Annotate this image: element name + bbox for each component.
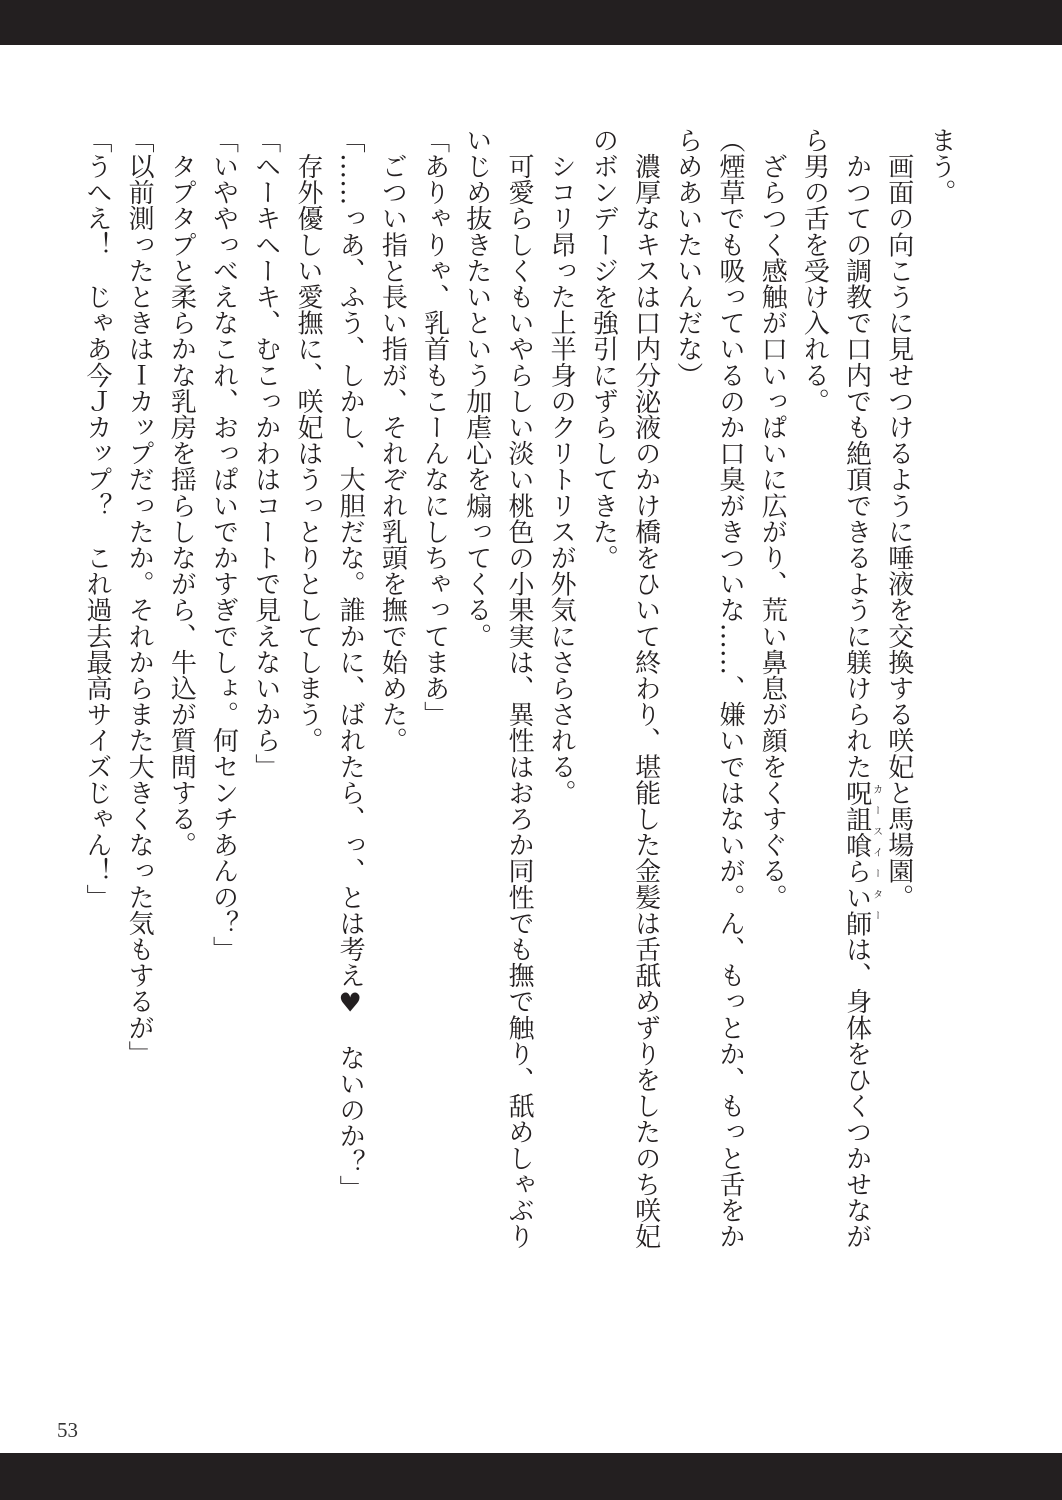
text-column: 濃厚なキスは口内分泌液のかけ橋をひいて終わり、堪能した金髪は舌舐めずりをしたのち咲妃 [630,127,661,1250]
text-column: ざらつく感触が口いっぱいに広がり、荒い鼻息が顔をくすぐる。 [757,127,788,910]
text-column: 可愛らしくもいやらしい淡い桃色の小果実は、異性はおろか同性でも撫で触り、舐めしゃぶり [503,127,534,1250]
page-number: 53 [57,1418,78,1442]
bottom-border-bar [0,1453,1062,1500]
text-column: いじめ抜きたいという加虐心を煽ってくる。 [461,127,492,649]
text-column: タプタプと柔らかな乳房を揺らしながら、牛込が質問する。 [166,127,197,858]
ruby-annotation: カースイーター [870,783,882,931]
text-column: 画面の向こうに見せつけるように唾液を交換する咲妃と馬場園。 [883,127,914,910]
vertical-text-body [76,127,962,1267]
text-column: まう。 [926,127,956,206]
text-column: シコリ昂った上半身のクリトリスが外気にさらされる。 [546,127,577,806]
text-segment: は、身体をひくつかせなが [841,936,872,1250]
text-segment: かつての調教で口内でも絶頂できるように躾けられた [841,127,872,780]
text-column: 「……っあ、ふう、しかし、大胆だな。誰かに、ばれたら、っ、とは考え♥ ないのか？」 [335,127,366,1202]
ruby-base: 呪詛喰らい師 [841,779,872,937]
text-column: のボンデージを強引にずらしてきた。 [588,127,619,571]
text-column-with-ruby [835,127,882,1267]
ruby-group [841,779,882,937]
text-column: 「うへえ！ じゃあ今Ｊカップ？ これ過去最高サイズじゃん！」 [81,127,112,910]
text-column: 存外優しい愛撫に、咲妃はうっとりとしてしまう。 [292,127,323,754]
text-column: 「以前測ったときはＩカップだったか。それからまた大きくなった気もするが」 [124,127,155,1067]
top-border-bar [0,0,1062,45]
text-column: ら男の舌を受け入れる。 [799,127,830,415]
text-column: （煙草でも吸っているのか口臭がきついな……、嫌いではないが。ん、もっとか、もっと舌をか [714,127,745,1250]
text-column: ごつい指と長い指が、それぞれ乳頭を撫で始めた。 [377,127,408,754]
text-column: らめあいたいんだな） [672,127,703,388]
text-column: 「いややっべえなこれ、おっぱいでかすぎでしょ。何センチあんの？」 [208,127,239,963]
text-column: 「ありゃりゃ、乳首もこーんなにしちゃってまあ」 [419,127,450,728]
text-column: 「ヘーキヘーキ、むこっかわはコートで見えないから」 [250,127,281,780]
